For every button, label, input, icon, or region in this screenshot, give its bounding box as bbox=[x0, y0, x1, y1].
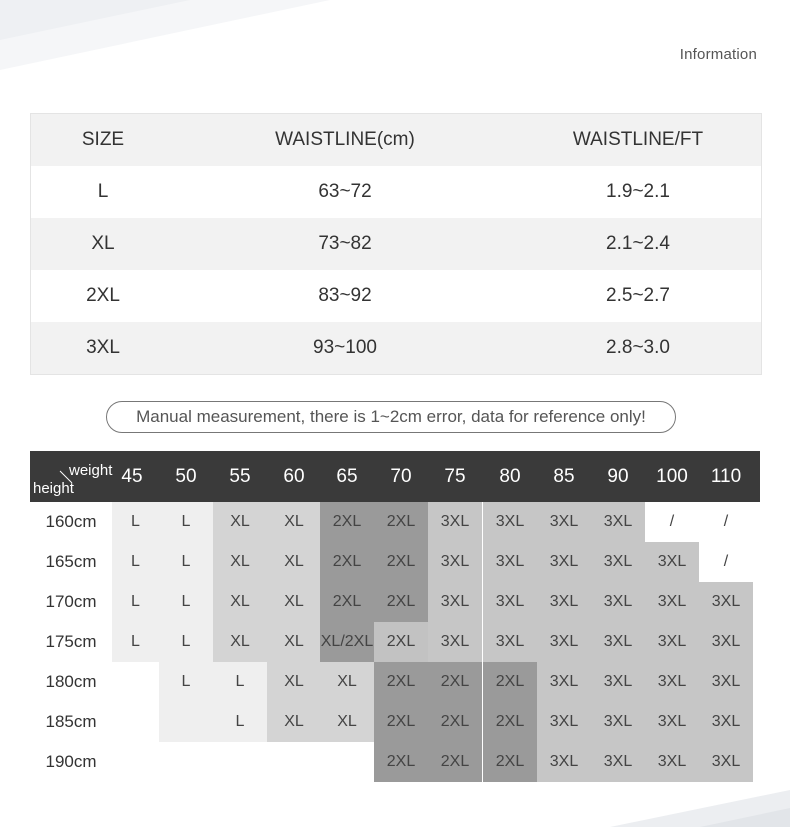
size-grid-cell: 3XL bbox=[483, 582, 537, 622]
size-grid-cell: L bbox=[213, 702, 267, 742]
weight-header-cell: 90 bbox=[607, 466, 629, 487]
size-grid-cell: L bbox=[112, 622, 159, 662]
size-grid-cell: XL bbox=[320, 702, 374, 742]
waist-ft-cell: 2.5~2.7 bbox=[606, 285, 670, 306]
size-grid-cell: 2XL bbox=[374, 582, 428, 622]
size-grid-cell bbox=[159, 702, 213, 742]
size-grid-cell: 2XL bbox=[320, 542, 374, 582]
size-grid-cell: 2XL bbox=[428, 662, 482, 702]
size-grid-cell: 2XL bbox=[483, 702, 537, 742]
height-row-label: 175cm bbox=[45, 632, 97, 651]
size-grid-cell: 3XL bbox=[537, 702, 591, 742]
size-grid-cell: 3XL bbox=[428, 542, 482, 582]
size-grid-cell: XL bbox=[213, 502, 267, 542]
column-header: SIZE bbox=[81, 129, 125, 150]
size-grid-cell: 2XL bbox=[374, 742, 428, 782]
size-grid-cell: 3XL bbox=[645, 702, 699, 742]
size-grid-cell: 2XL bbox=[483, 742, 537, 782]
size-grid-cell: 2XL bbox=[483, 662, 537, 702]
size-grid-cell: L bbox=[213, 662, 267, 702]
size-grid-cell: 2XL bbox=[374, 662, 428, 702]
size-grid-cell: 2XL bbox=[374, 542, 428, 582]
size-grid-cell: 3XL bbox=[591, 662, 645, 702]
size-grid-cell: 2XL bbox=[428, 742, 482, 782]
size-grid-cell: / bbox=[699, 542, 753, 582]
height-row-label: 190cm bbox=[45, 752, 97, 771]
size-grid-cell: 3XL bbox=[699, 702, 753, 742]
waist-cm-cell: 93~100 bbox=[313, 337, 377, 358]
waist-cm-cell: 73~82 bbox=[318, 233, 372, 254]
size-grid-cell: XL bbox=[267, 542, 321, 582]
height-row-label: 180cm bbox=[45, 672, 97, 691]
size-grid-cell: 3XL bbox=[591, 702, 645, 742]
size-grid-cell: XL bbox=[267, 662, 321, 702]
size-grid-cell bbox=[112, 742, 159, 782]
table-row bbox=[31, 270, 761, 322]
size-grid-cell: L bbox=[159, 662, 213, 702]
waist-ft-cell: 1.9~2.1 bbox=[606, 181, 670, 202]
table-row bbox=[31, 166, 761, 218]
weight-header-cell: 45 bbox=[121, 466, 143, 487]
size-grid-cell: L bbox=[159, 542, 213, 582]
table-row bbox=[31, 322, 761, 374]
size-grid-cell: 2XL bbox=[428, 702, 482, 742]
weight-header-cell: 70 bbox=[390, 466, 412, 487]
height-row-label: 165cm bbox=[45, 552, 97, 571]
size-grid-cell: 3XL bbox=[428, 622, 482, 662]
size-grid-cell: 3XL bbox=[428, 502, 482, 542]
weight-header-cell: 60 bbox=[283, 466, 305, 487]
size-grid-cell: 3XL bbox=[483, 622, 537, 662]
size-grid-cell: 3XL bbox=[483, 542, 537, 582]
weight-header-cell: 65 bbox=[336, 466, 358, 487]
size-grid-cell: XL/2XL bbox=[320, 622, 374, 662]
size-grid-cell: 2XL bbox=[374, 502, 428, 542]
size-grid-cell: 3XL bbox=[591, 742, 645, 782]
column-header: WAISTLINE(cm) bbox=[275, 129, 415, 150]
height-row-label: 170cm bbox=[45, 592, 97, 611]
size-grid-cell: 3XL bbox=[591, 502, 645, 542]
size-grid-cell bbox=[112, 702, 159, 742]
size-grid-cell: 3XL bbox=[645, 622, 699, 662]
size-grid-cell: 3XL bbox=[537, 582, 591, 622]
weight-header-cell: 85 bbox=[553, 466, 575, 487]
column-header: WAISTLINE/FT bbox=[572, 129, 704, 150]
size-grid-cell: 3XL bbox=[483, 502, 537, 542]
size-grid-cell: 3XL bbox=[537, 542, 591, 582]
size-grid-cell: 3XL bbox=[699, 622, 753, 662]
size-grid-cell: 2XL bbox=[320, 502, 374, 542]
size-grid-cell: L bbox=[112, 542, 159, 582]
size-grid-cell: 3XL bbox=[537, 502, 591, 542]
top-decoration bbox=[0, 0, 790, 120]
size-grid-cell: / bbox=[645, 502, 699, 542]
size-grid-cell: 3XL bbox=[699, 662, 753, 702]
weight-header-cell: 100 bbox=[656, 466, 688, 487]
size-grid-cell: 3XL bbox=[537, 622, 591, 662]
size-grid-cell: 3XL bbox=[591, 542, 645, 582]
size-grid-cell: 3XL bbox=[428, 582, 482, 622]
table-header-row bbox=[31, 114, 761, 166]
size-grid-cell: 3XL bbox=[591, 582, 645, 622]
size-grid-cell: L bbox=[159, 582, 213, 622]
size-grid-cell: 3XL bbox=[645, 662, 699, 702]
size-grid-cell: 3XL bbox=[699, 742, 753, 782]
weight-axis-label: weight bbox=[69, 462, 113, 479]
size-grid-cell bbox=[267, 742, 321, 782]
size-grid-cell: 3XL bbox=[699, 582, 753, 622]
size-grid-cell: / bbox=[699, 502, 753, 542]
size-grid-cell: XL bbox=[320, 662, 374, 702]
size-cell: L bbox=[97, 181, 109, 202]
size-grid-cell: XL bbox=[213, 622, 267, 662]
size-grid-cell: XL bbox=[267, 502, 321, 542]
waist-cm-cell: 83~92 bbox=[318, 285, 372, 306]
size-grid-cell: 2XL bbox=[320, 582, 374, 622]
height-row-label: 185cm bbox=[45, 712, 97, 731]
size-grid-cell: XL bbox=[267, 702, 321, 742]
size-grid-cell: 3XL bbox=[645, 742, 699, 782]
size-grid-cell: L bbox=[159, 622, 213, 662]
size-grid-cell: 3XL bbox=[537, 662, 591, 702]
size-grid-cell: XL bbox=[213, 582, 267, 622]
information-label: Information bbox=[679, 46, 757, 63]
size-grid-cell: L bbox=[112, 502, 159, 542]
waist-cm-cell: 63~72 bbox=[318, 181, 372, 202]
size-cell: 2XL bbox=[86, 285, 120, 306]
weight-header-cell: 110 bbox=[710, 466, 742, 487]
weight-header-row bbox=[30, 451, 760, 502]
size-grid-cell: XL bbox=[267, 622, 321, 662]
size-cell: XL bbox=[91, 233, 115, 254]
size-cell: 3XL bbox=[86, 337, 120, 358]
size-grid-cell: L bbox=[159, 502, 213, 542]
size-grid-cell: 3XL bbox=[591, 622, 645, 662]
weight-header-cell: 50 bbox=[175, 466, 197, 487]
height-row-label: 160cm bbox=[45, 512, 97, 531]
size-grid-cell: XL bbox=[213, 542, 267, 582]
height-axis-label: height bbox=[33, 480, 74, 497]
measurement-note: Manual measurement, there is 1~2cm error, data for reference only! bbox=[106, 401, 676, 433]
size-grid-cell: 2XL bbox=[374, 622, 428, 662]
weight-header-cell: 75 bbox=[444, 466, 466, 487]
waist-ft-cell: 2.1~2.4 bbox=[606, 233, 670, 254]
size-grid-cell: XL bbox=[267, 582, 321, 622]
size-grid-cell bbox=[213, 742, 267, 782]
size-grid-cell bbox=[159, 742, 213, 782]
size-grid-cell: 3XL bbox=[645, 542, 699, 582]
size-grid-cell: 2XL bbox=[374, 702, 428, 742]
waist-size-table bbox=[30, 113, 762, 375]
size-grid-cell: 3XL bbox=[645, 582, 699, 622]
size-grid-cell: 3XL bbox=[537, 742, 591, 782]
size-grid-cell bbox=[112, 662, 159, 702]
weight-header-cell: 55 bbox=[229, 466, 251, 487]
size-grid-cell bbox=[320, 742, 374, 782]
size-grid-cell: L bbox=[112, 582, 159, 622]
table-row bbox=[31, 218, 761, 270]
weight-header-cell: 80 bbox=[499, 466, 521, 487]
waist-ft-cell: 2.8~3.0 bbox=[606, 337, 670, 358]
